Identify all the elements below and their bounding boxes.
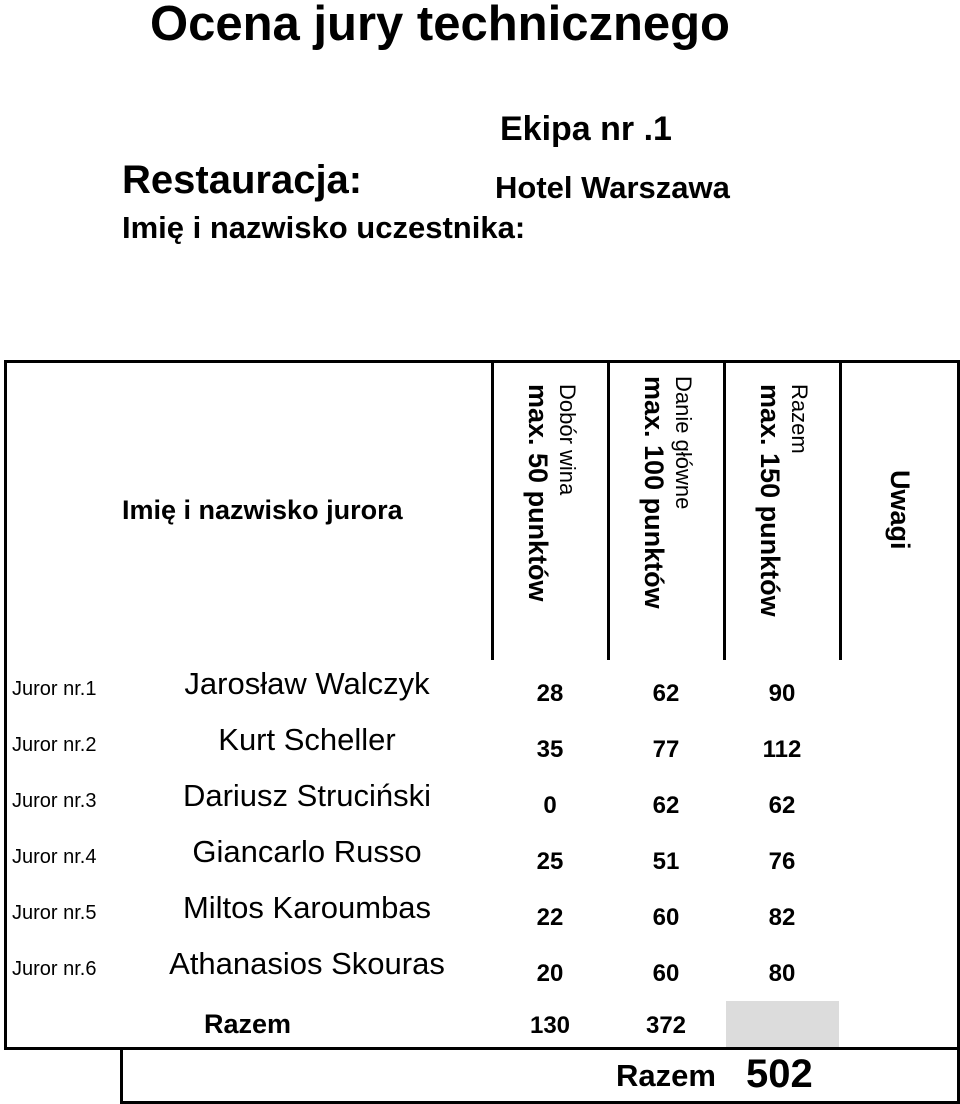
juror-name: Jarosław Walczyk xyxy=(184,666,430,701)
restaurant-value: Hotel Warszawa xyxy=(495,170,730,205)
sum-wine: 130 xyxy=(529,1012,571,1039)
grand-total-value: 502 xyxy=(746,1052,813,1096)
col-divider-1 xyxy=(491,360,494,660)
juror-label: Juror nr.6 xyxy=(12,958,97,980)
juror-name: Athanasios Skouras xyxy=(169,946,445,981)
wine-score: 0 xyxy=(543,792,557,819)
column-header-main xyxy=(638,376,696,609)
wine-score: 20 xyxy=(536,960,564,987)
juror-label: Juror nr.5 xyxy=(12,902,97,924)
page-title: Ocena jury technicznego xyxy=(150,0,730,51)
column-header-wine-label: Dobór wina xyxy=(555,384,580,496)
wine-score: 28 xyxy=(536,680,564,707)
table-left-border xyxy=(4,360,7,1050)
main-score: 77 xyxy=(652,736,680,763)
juror-label: Juror nr.4 xyxy=(12,846,97,868)
main-score: 60 xyxy=(652,960,680,987)
column-header-wine-max: max. 50 punktów xyxy=(523,384,553,602)
juror-label: Juror nr.2 xyxy=(12,734,97,756)
total-score: 62 xyxy=(768,792,796,819)
grand-total-label: Razem xyxy=(616,1058,716,1093)
sum-row-label: Razem xyxy=(204,1009,292,1039)
sum-row-bottom-border xyxy=(4,1047,960,1050)
column-header-total-label: Razem xyxy=(787,384,812,454)
total-score: 80 xyxy=(768,960,796,987)
column-header-total xyxy=(754,384,812,617)
grand-box-left-border xyxy=(120,1047,123,1104)
col-divider-4 xyxy=(839,360,842,660)
juror-name: Dariusz Struciński xyxy=(182,778,432,813)
juror-name: Giancarlo Russo xyxy=(192,834,422,869)
wine-score: 25 xyxy=(536,848,564,875)
team-number: Ekipa nr .1 xyxy=(500,110,672,148)
total-score: 112 xyxy=(762,736,802,763)
total-score: 82 xyxy=(768,904,796,931)
wine-score: 35 xyxy=(536,736,564,763)
restaurant-label: Restauracja: xyxy=(122,158,363,202)
total-score: 90 xyxy=(768,680,796,707)
column-header-total-max: max. 150 punktów xyxy=(755,384,785,617)
participant-label: Imię i nazwisko uczestnika: xyxy=(122,210,526,245)
total-score: 76 xyxy=(768,848,796,875)
sum-main: 372 xyxy=(645,1012,687,1039)
table-top-border xyxy=(4,360,960,363)
main-score: 62 xyxy=(652,680,680,707)
sum-highlight-cell xyxy=(726,1001,839,1047)
juror-name: Miltos Karoumbas xyxy=(182,890,432,925)
main-score: 51 xyxy=(652,848,680,875)
col-divider-3 xyxy=(723,360,726,660)
juror-label: Juror nr.1 xyxy=(12,678,97,700)
wine-score: 22 xyxy=(536,904,564,931)
juror-name: Kurt Scheller xyxy=(218,722,396,757)
juror-label: Juror nr.3 xyxy=(12,790,97,812)
main-score: 62 xyxy=(652,792,680,819)
main-score: 60 xyxy=(652,904,680,931)
col-divider-2 xyxy=(607,360,610,660)
juror-name-header: Imię i nazwisko jurora xyxy=(122,495,403,525)
column-header-main-max: max. 100 punktów xyxy=(639,376,669,609)
column-header-wine xyxy=(522,384,580,602)
column-header-main-label: Danie główne xyxy=(671,376,696,510)
column-header-notes: Uwagi xyxy=(885,470,915,550)
